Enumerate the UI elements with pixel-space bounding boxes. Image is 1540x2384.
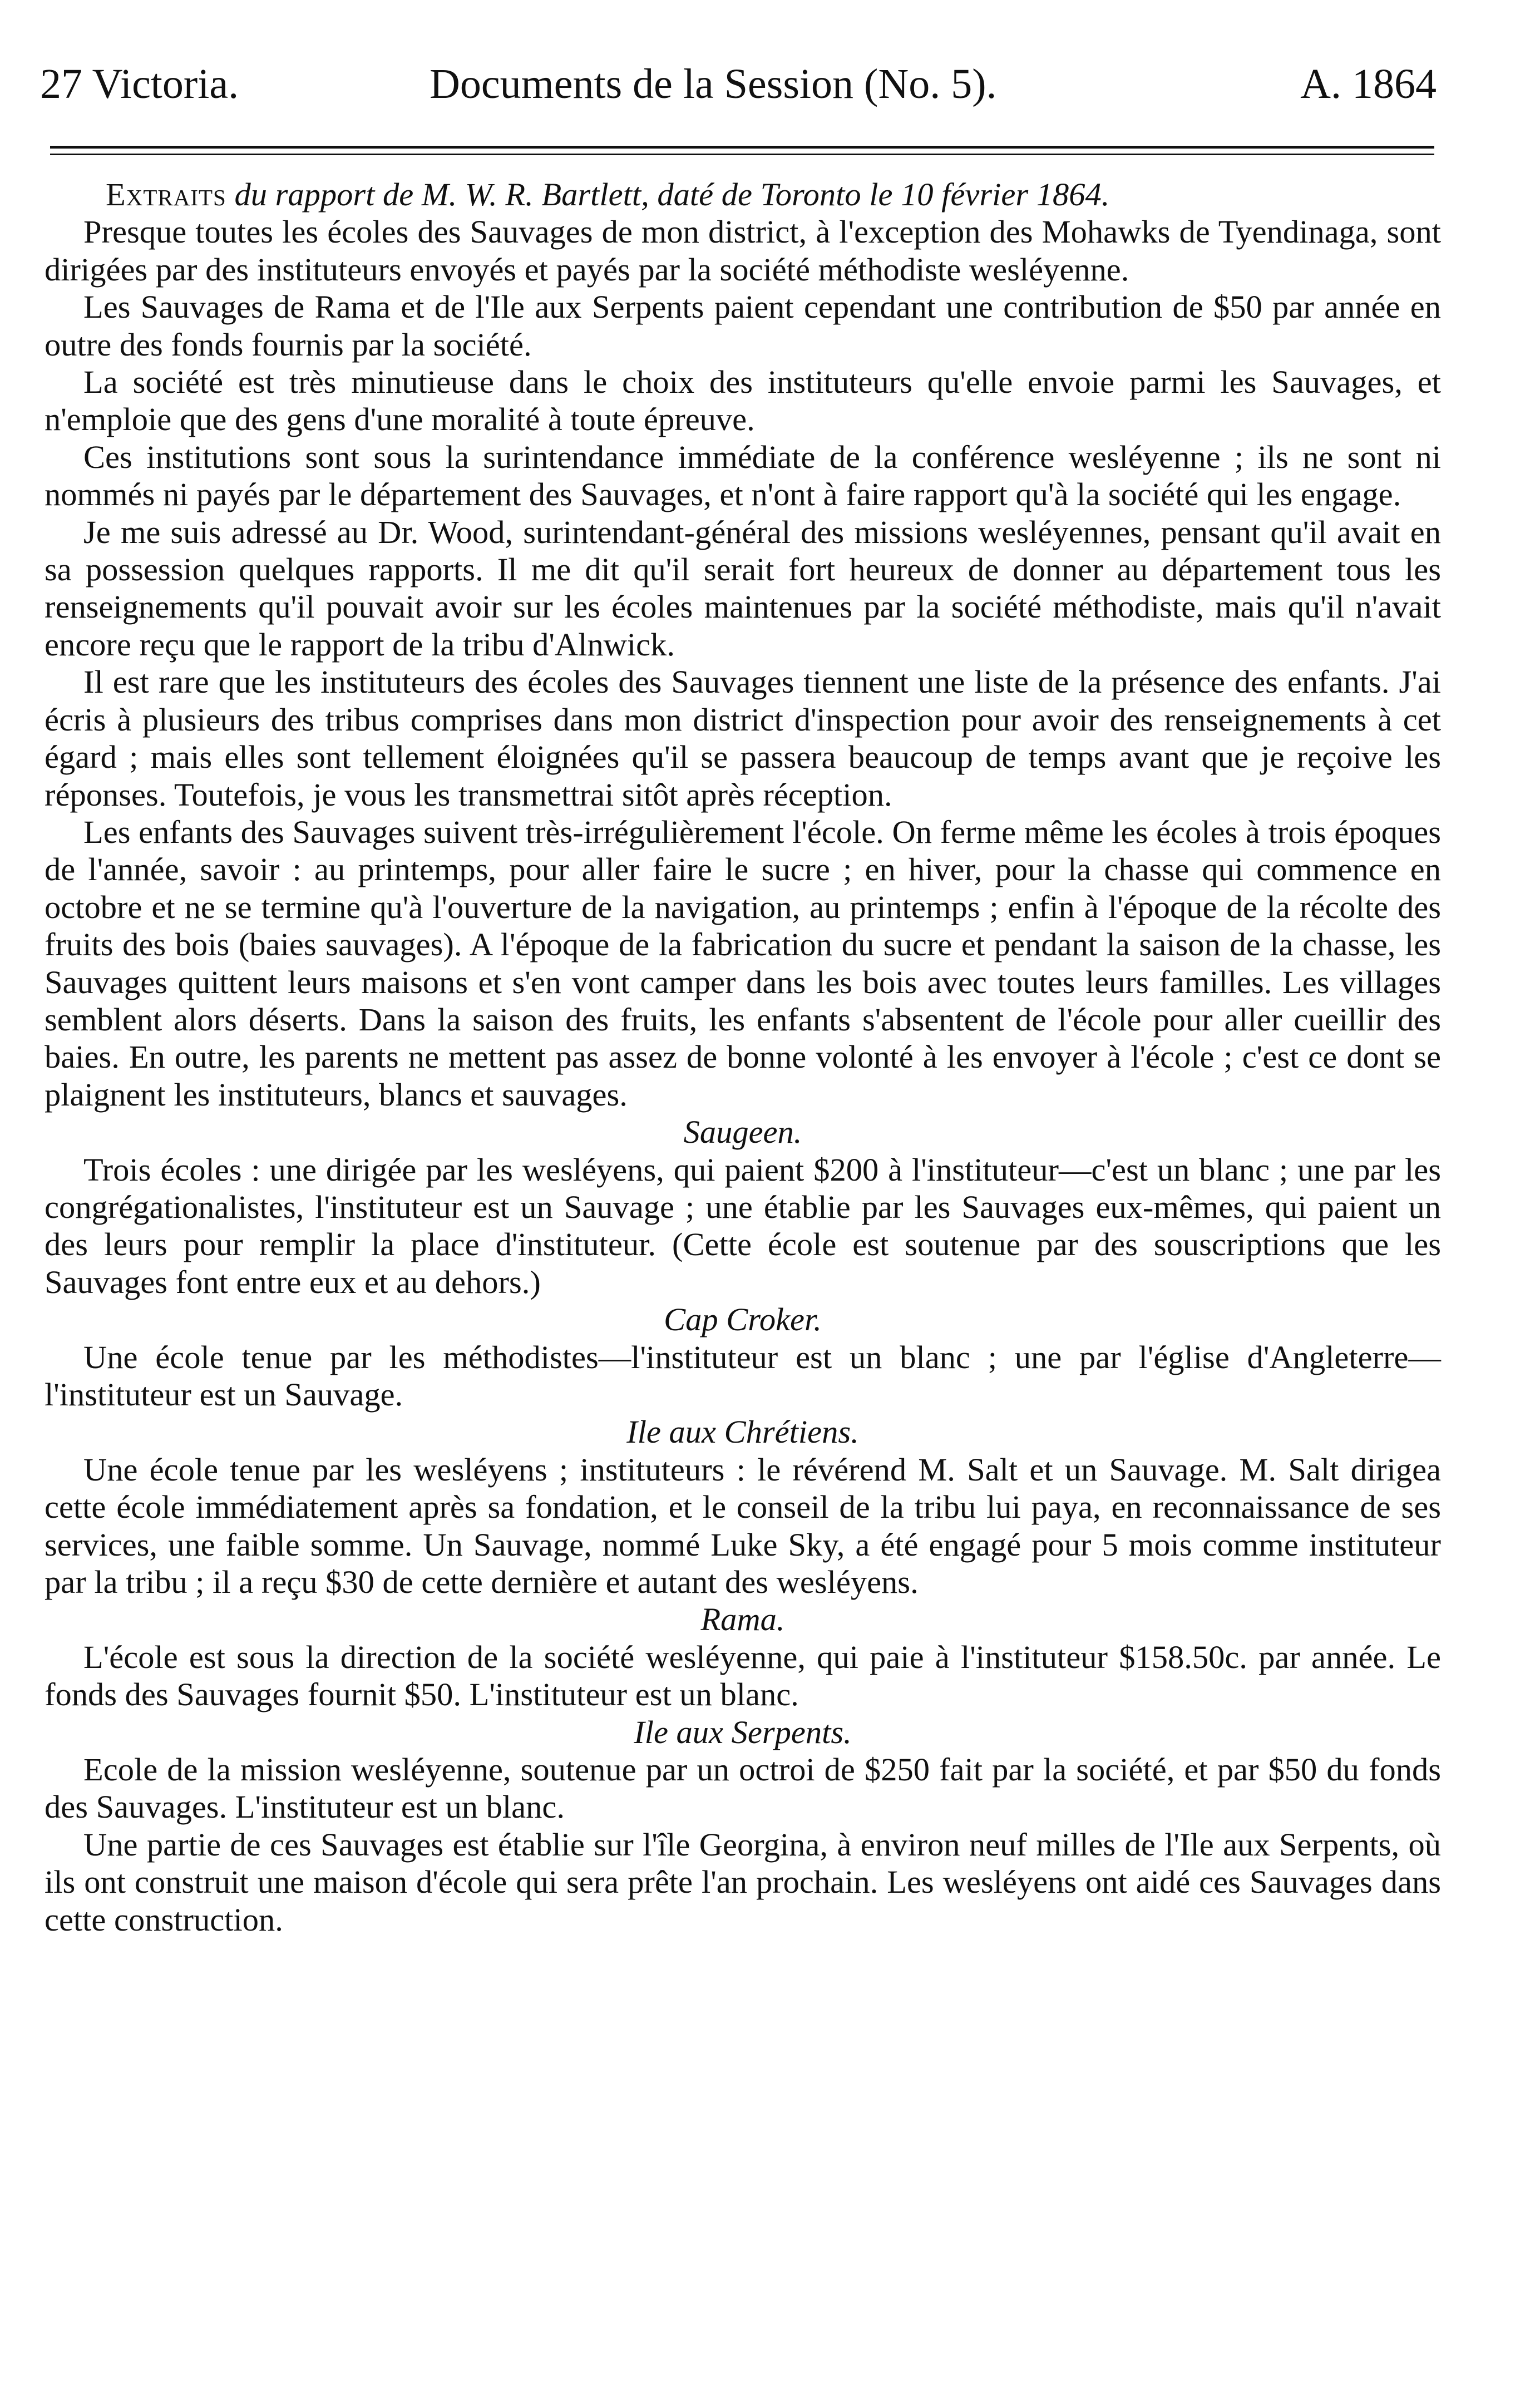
paragraph: Presque toutes les écoles des Sauvages de mon district, à l'exception des Mohawks de Tyendinaga, sont dirigées par des instituteurs envoyés et payés par la société méthodiste wesléyenne.	[45, 214, 1441, 288]
paragraph: La société est très minutieuse dans le choix des instituteurs qu'elle envoie parmi les Sauvages, et n'emploie que des gens d'une moralité à toute épreuve.	[45, 364, 1441, 438]
paragraph: Une partie de ces Sauvages est établie sur l'île Georgina, à environ neuf milles de l'Ile aux Serpents, où ils ont construit une maison d'école qui sera prête l'an prochain. Les wesléyens ont aidé ces Sauvages dans cette construction.	[45, 1826, 1441, 1938]
paragraph: L'école est sous la direction de la société wesléyenne, qui paie à l'instituteur $158.50c. par année. Le fonds des Sauvages fournit $50. L'instituteur est un blanc.	[45, 1638, 1441, 1713]
paragraph: Je me suis adressé au Dr. Wood, surintendant-général des missions wesléyennes, pensant qu'il avait en sa possession quelques rapports. Il me dit qu'il serait fort heureux de donner au département tous les renseignements qu'il pouvait avoir sur les écoles maintenues par la société méthodiste, mais qu'il n'avait encore reçu que le rapport de la tribu d'Alnwick.	[45, 514, 1441, 663]
section-heading-cap-croker: Cap Croker.	[664, 1301, 822, 1338]
document-body	[45, 176, 1441, 1938]
paragraph: Il est rare que les instituteurs des écoles des Sauvages tiennent une liste de la présence des enfants. J'ai écris à plusieurs des tribus comprises dans mon district d'inspection pour avoir des renseignements à cet égard ; mais elles sont tellement éloignées qu'il se passera beaucoup de temps avant que je reçoive les réponses. Toutefois, je vous les transmettrai sitôt après réception.	[45, 664, 1441, 813]
paragraph: Trois écoles : une dirigée par les wesléyens, qui paient $200 à l'instituteur—c'est un blanc ; une par les congrégationalistes, l'instituteur est un Sauvage ; une établie par les Sauvages eux-mêmes, qui paient un des leurs pour remplir la place d'instituteur. (Cette école est soutenue par des souscriptions que les Sauvages font entre eux et au dehors.)	[45, 1151, 1441, 1300]
running-header	[40, 53, 1437, 115]
extract-intro	[45, 176, 1441, 213]
section-heading-ile-aux-chretiens: Ile aux Chrétiens.	[626, 1414, 859, 1450]
paragraph: Une école tenue par les méthodistes—l'instituteur est un blanc ; une par l'église d'Angleterre—l'instituteur est un Sauvage.	[45, 1339, 1441, 1413]
header-session-year: A. 1864	[1300, 61, 1437, 107]
section-heading-rama: Rama.	[700, 1601, 785, 1638]
extract-lead-word: Extraits	[106, 176, 226, 213]
header-year-label: 27 Victoria.	[40, 61, 239, 107]
paragraph: Les enfants des Sauvages suivent très-irrégulièrement l'école. On ferme même les écoles à trois époques de l'année, savoir : au printemps, pour aller faire le sucre ; en hiver, pour la chasse qui commence en octobre et ne se termine qu'à l'ouverture de la navigation, au printemps ; enfin à l'époque de la récolte des fruits des bois (baies sauvages). A l'époque de la fabrication du sucre et pendant la saison de la chasse, les Sauvages quittent leurs maisons et s'en vont camper dans les bois avec toutes leurs familles. Les villages semblent alors déserts. Dans la saison des fruits, les enfants s'absentent de l'école pour aller cueillir des baies. En outre, les parents ne mettent pas assez de bonne volonté à les envoyer à l'école ; c'est ce dont se plaignent les instituteurs, blancs et sauvages.	[45, 813, 1441, 1113]
section-heading-saugeen: Saugeen.	[683, 1114, 802, 1151]
paragraph: Les Sauvages de Rama et de l'Ile aux Serpents paient cependant une contribution de $50 par année en outre des fonds fournis par la société.	[45, 289, 1441, 363]
paragraph: Une école tenue par les wesléyens ; instituteurs : le révérend M. Salt et un Sauvage. M. Salt dirigea cette école immédiatement après sa fondation, et le conseil de la tribu lui paya, en reconnaissance de ses services, une faible somme. Un Sauvage, nommé Luke Sky, a été engagé pour 5 mois comme instituteur par la tribu ; il a reçu $30 de cette dernière et autant des wesléyens.	[45, 1451, 1441, 1601]
paragraph: Ces institutions sont sous la surintendance immédiate de la conférence wesléyenne ; ils ne sont ni nommés ni payés par le département des Sauvages, et n'ont à faire rapport qu'à la société qui les engage.	[45, 438, 1441, 513]
header-rule-thick	[50, 146, 1434, 149]
paragraph: Ecole de la mission wesléyenne, soutenue par un octroi de $250 fait par la société, et par $50 du fonds des Sauvages. L'instituteur est un blanc.	[45, 1751, 1441, 1825]
header-rule-thin	[50, 154, 1434, 155]
header-document-title: Documents de la Session (No. 5).	[430, 61, 997, 107]
extract-source-line: du rapport de M. W. R. Bartlett, daté de Toronto le 10 février 1864.	[226, 176, 1110, 213]
section-heading-ile-aux-serpents: Ile aux Serpents.	[634, 1714, 852, 1750]
